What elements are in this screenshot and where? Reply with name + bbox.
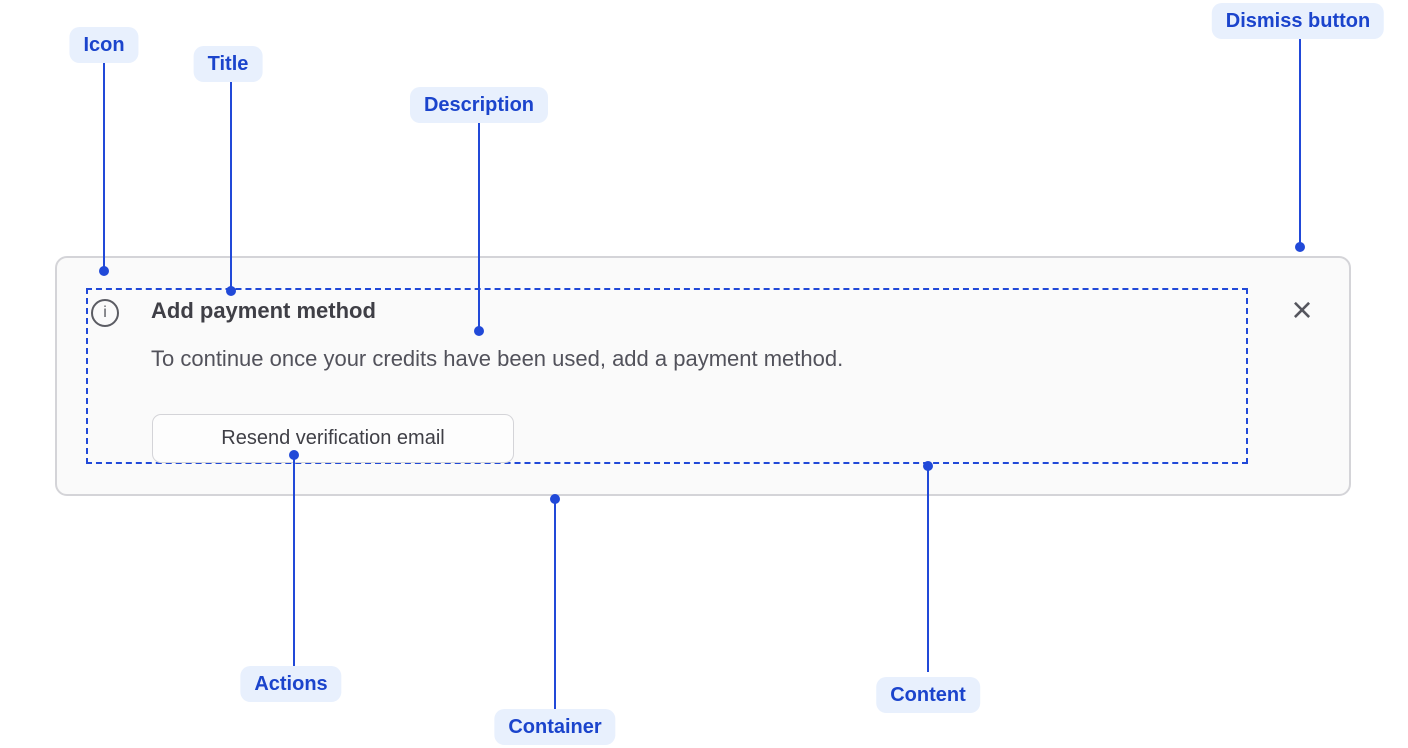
- banner-title: Add payment method: [151, 298, 376, 323]
- info-icon-glyph: i: [103, 304, 107, 321]
- annotation-label-dismiss-button: Dismiss button: [1212, 3, 1384, 39]
- annotation-dot-content: [923, 461, 933, 471]
- dismiss-button[interactable]: [1284, 289, 1320, 330]
- annotation-line-container: [554, 499, 556, 709]
- annotation-line-title: [230, 82, 232, 291]
- annotation-line-icon: [103, 63, 105, 271]
- close-icon: ×: [1291, 289, 1313, 330]
- annotation-label-title: Title: [194, 46, 263, 82]
- resend-verification-email-button[interactable]: Resend verification email: [152, 414, 514, 463]
- annotation-label-description: Description: [410, 87, 548, 123]
- banner-container: [55, 256, 1351, 496]
- annotation-label-content: Content: [876, 677, 980, 713]
- banner-description: To continue once your credits have been used, add a payment method.: [151, 346, 844, 371]
- annotation-dot-description: [474, 326, 484, 336]
- annotation-dot-title: [226, 286, 236, 296]
- annotation-line-description: [478, 123, 480, 331]
- annotation-label-container: Container: [494, 709, 615, 745]
- annotation-dot-actions: [289, 450, 299, 460]
- annotation-dot-icon: [99, 266, 109, 276]
- info-icon: [91, 299, 119, 327]
- annotation-dot-dismiss-button: [1295, 242, 1305, 252]
- annotation-line-dismiss-button: [1299, 39, 1301, 247]
- annotation-dot-container: [550, 494, 560, 504]
- annotation-line-content: [927, 466, 929, 672]
- annotation-line-actions: [293, 455, 295, 666]
- annotation-label-actions: Actions: [240, 666, 341, 702]
- annotation-label-icon: Icon: [69, 27, 138, 63]
